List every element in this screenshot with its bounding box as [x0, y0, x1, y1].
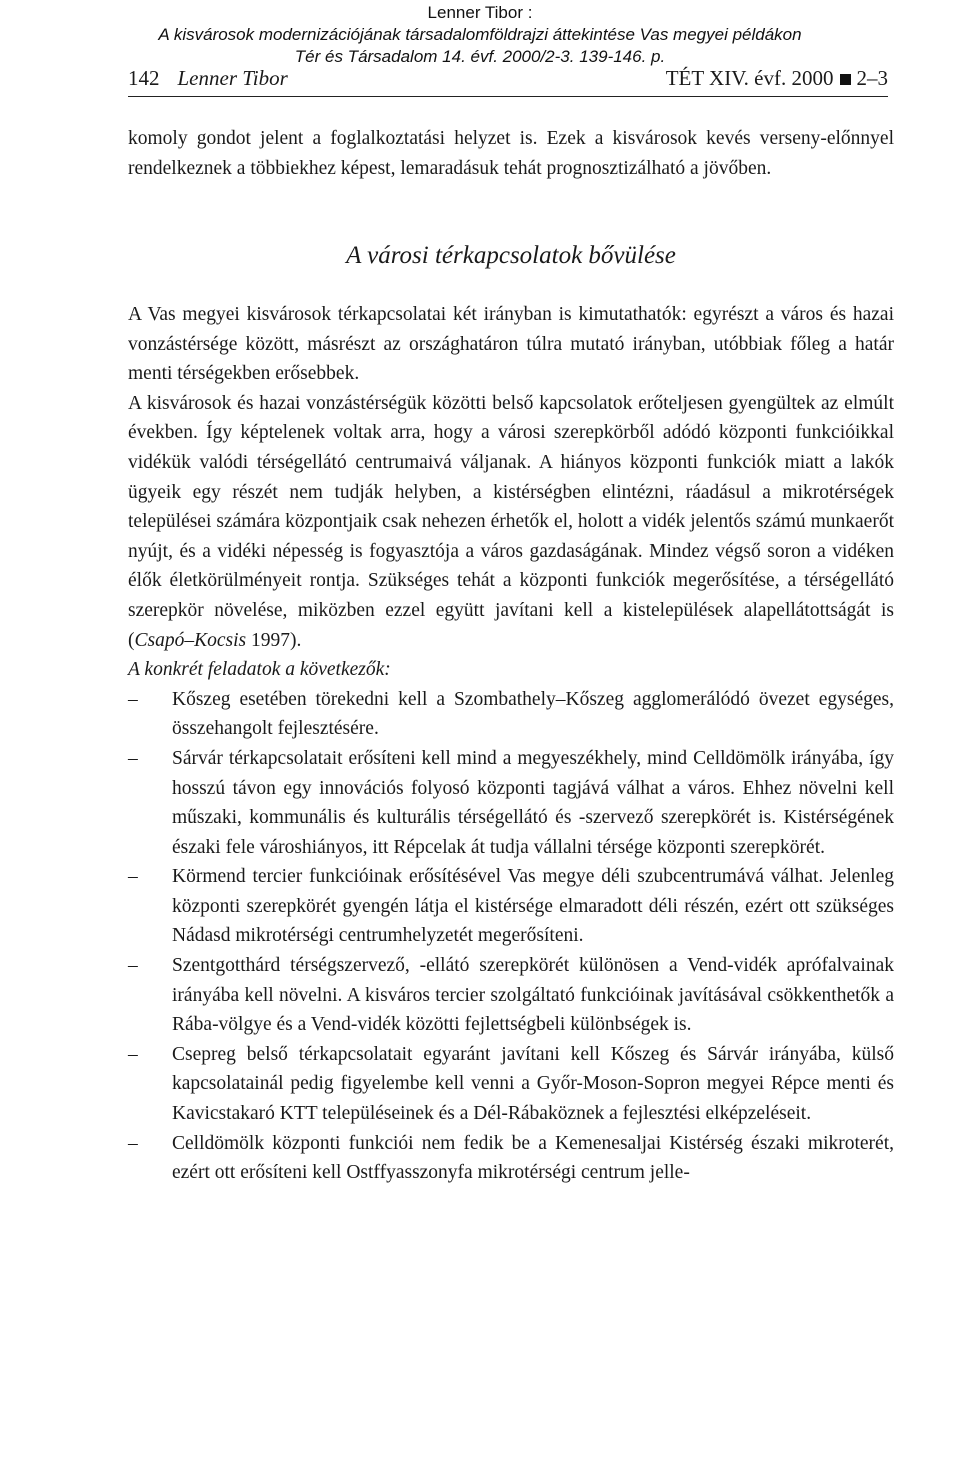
paragraph-text: A kisvárosok és hazai vonzástérségük közötti belső kapcsolatok erőteljesen gyengültek az elmúlt években. Így képtelenek voltak arra, hogy a városi szerepkörből adódó központi funkcióikkal vidékük valódi térségellátó centrumaivá váljanak. A hiányos központi funkciók miatt a lakók ügyeik egy részét nem tudják helyben, a kistérségben elintézni, ráadásul a mikrotérségek települései számára központjaik csak nehezen érhetők el, holott a vidék jelentős számú munkaerőt nyújt, és a vidéki népesség is fogyasztója a város gazdaságának. Mindez végső soron a vidéken élők életkörülményeit rontja. Szükséges tehát a központi funkciók megerősítése, a térségellátó szerepkör növelése, miközben ezzel együtt javítani kell a kistelepülések alapellátottságát is (: [128, 392, 894, 651]
citation-title: A kisvárosok modernizációjának társadalomföldrajzi áttekintése Vas megyei példákon: [158, 25, 802, 44]
running-head-left: [128, 66, 288, 91]
list-item-text: Kőszeg esetében törekedni kell a Szombathely–Kőszeg agglomerálódó övezet egységes, összehangolt fejlesztésére.: [172, 688, 894, 740]
page-number: 142: [128, 66, 160, 90]
intro-paragraph: [128, 124, 894, 183]
list-heading: A konkrét feladatok a következők:: [128, 659, 391, 681]
issue-label: 2–3: [856, 66, 888, 90]
paragraph: komoly gondot jelent a foglalkoztatási helyzet is. Ezek a kisvárosok kevés verseny-előnnyel rendelkeznek a többiekhez képest, lemaradásuk tehát prognosztizálható a jövőben.: [128, 128, 894, 179]
list-item-text: Sárvár térkapcsolatait erősíteni kell mind a megyeszékhely, mind Celldömölk irányába, így hosszú távon egy innovációs folyosó központi tagjává válhat a város. Ehhez növelni kell műszaki, kommunális és kulturális térségellátó és -szervező szerepkörét is. Kistérségének északi fele városhiányos, itt Répcelak át tudja vállalni térsége központi szerepkörét.: [172, 747, 894, 858]
task-list: [128, 685, 894, 1188]
citation-header: [0, 2, 960, 68]
dash-bullet: –: [128, 747, 138, 769]
paragraph: A Vas megyei kisvárosok térkapcsolatai két irányban is kimutathatók: egyrészt a város és hazai vonzástérsége között, másrészt az országhatáron túlra mutató irányban, utóbbiak főleg a határ menti térségekben erősebbek.: [128, 304, 894, 385]
citation-author: Lenner Tibor :: [427, 3, 533, 22]
running-head: [128, 66, 888, 97]
dash-bullet: –: [128, 1043, 138, 1065]
list-item-text: Csepreg belső térkapcsolatait egyaránt javítani kell Kőszeg és Sárvár irányába, külső kapcsolatainál pedig figyelembe kell venni a Győr-Moson-Sopron megyei Répce menti és Kavicstakaró KTT településeinek és a Dél-Rábaköznek a fejlesztési elképzeléseit.: [172, 1043, 894, 1125]
list-item-text: Celldömölk központi funkciói nem fedik be a Kemenesaljai Kistérség északi mikroterét, ezért ott erősíteni kell Ostffyasszonyfa mikrotérségi centrum jelle-: [172, 1132, 894, 1184]
list-item-text: Szentgotthárd térségszervező, -ellátó szerepkörét különösen a Vend-vidék aprófalvainak irányába kell növelni. A kisváros tercier szolgáltató funkcióinak javításával csökkenthetők a Rába-völgye és a Vend-vidék közötti fejlettségbeli különbségek is.: [172, 955, 894, 1036]
list-item: [128, 862, 894, 951]
journal-label: TÉT XIV. évf. 2000: [665, 66, 834, 90]
dash-bullet: –: [128, 688, 138, 710]
reference-author: Csapó–Kocsis: [134, 629, 247, 651]
paragraph: [128, 389, 894, 655]
running-head-right: [666, 66, 888, 91]
citation-source: Tér és Társadalom 14. évf. 2000/2-3. 139-146. p.: [294, 47, 666, 66]
list-item-text: Körmend tercier funkcióinak erősítésével Vas megye déli szubcentrumává válhat. Jelenleg központi szerepkörét gyengén látja el kistérsége elmaradott déli részén, ezért ott szükséges Nádasd mikrotérségi centrumhelyzetét megerősíteni.: [172, 866, 894, 947]
main-text: [128, 300, 894, 1188]
list-item: [128, 1040, 894, 1129]
black-square-icon: [840, 74, 851, 85]
list-item: [128, 1129, 894, 1188]
list-item: [128, 951, 894, 1040]
running-head-author: Lenner Tibor: [177, 66, 288, 90]
list-item: [128, 744, 894, 862]
dash-bullet: –: [128, 955, 138, 977]
dash-bullet: –: [128, 1132, 138, 1154]
list-item: [128, 685, 894, 744]
reference-year: 1997).: [246, 629, 302, 651]
dash-bullet: –: [128, 866, 138, 888]
section-title: A városi térkapcsolatok bővülése: [346, 242, 676, 269]
